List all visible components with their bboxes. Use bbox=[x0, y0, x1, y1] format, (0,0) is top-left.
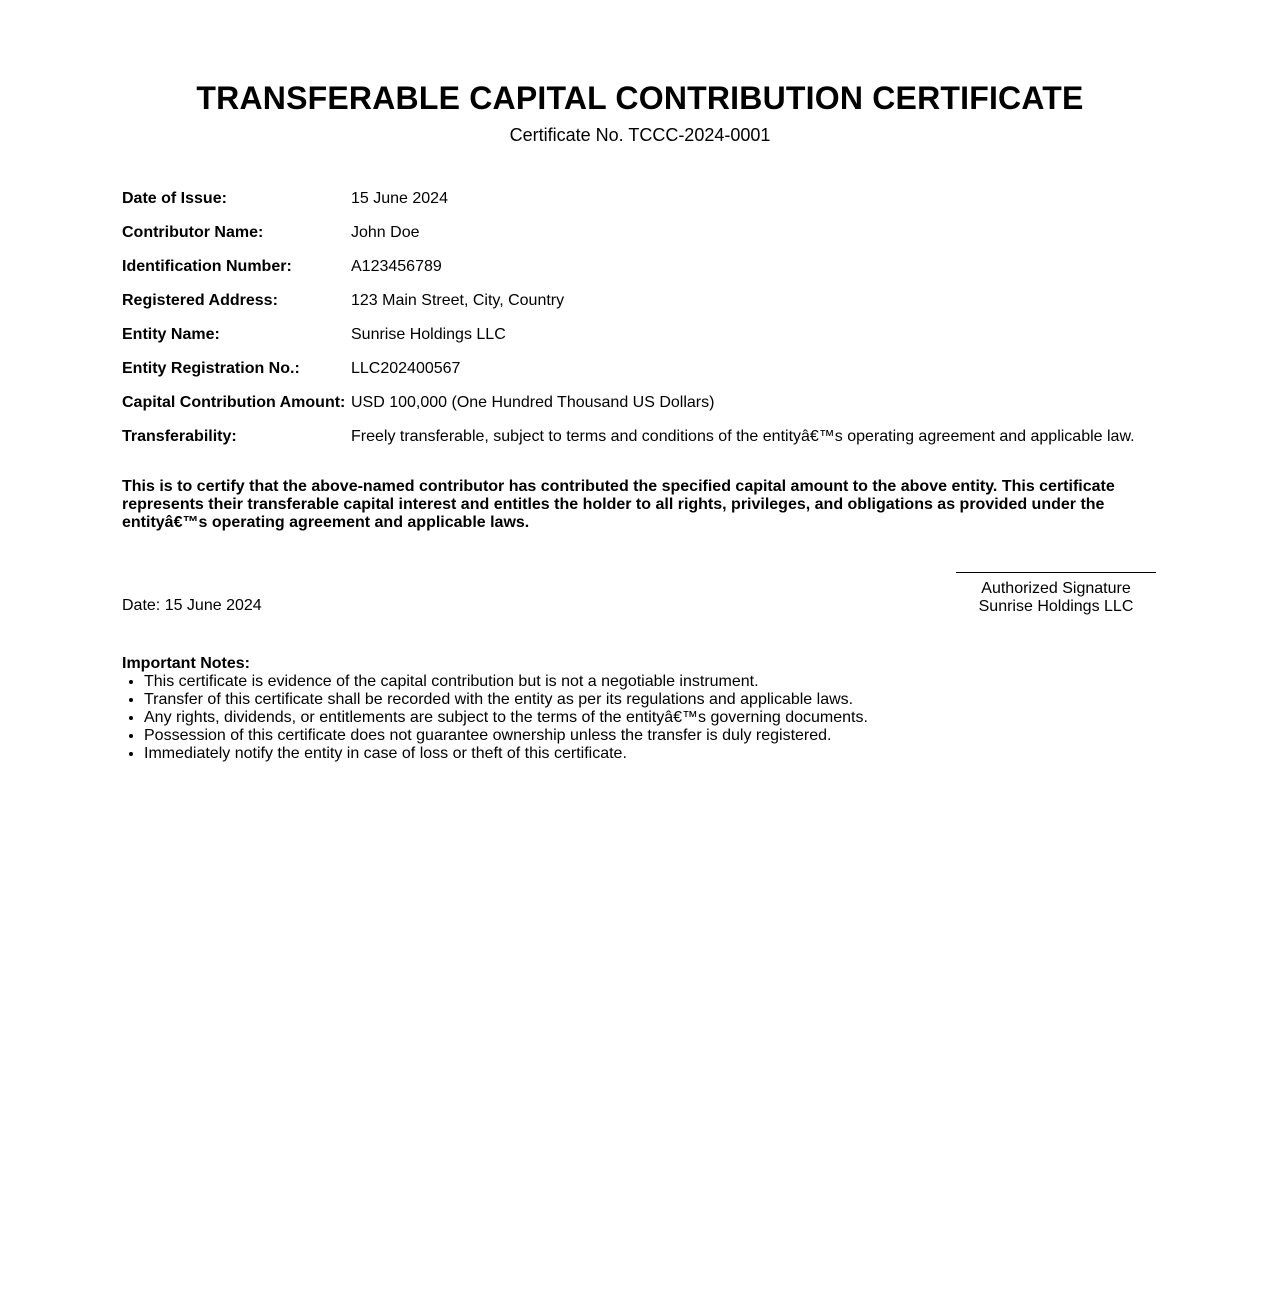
certification-statement: This is to certify that the above-named contributor has contributed the specified capital amount to the above entity. This certificate represents their transferable capital interest and entitles the holder to all rights, privileges, and obligations as provided under the entityâ€™s operating agreement and applicable laws. bbox=[122, 478, 1115, 531]
field-row-registered-address bbox=[122, 284, 1135, 318]
important-notes bbox=[122, 655, 868, 763]
field-value: USD 100,000 (One Hundred Thousand US Dollars) bbox=[351, 394, 715, 411]
field-row-entity-registration-no bbox=[122, 352, 1135, 386]
authorized-signature-block bbox=[956, 572, 1156, 616]
list-item: • Possession of this certificate does not guarantee ownership unless the transfer is duly registered. bbox=[144, 727, 868, 745]
signature-entity: Sunrise Holdings LLC bbox=[978, 598, 1134, 615]
field-label: Transferability: bbox=[122, 428, 237, 445]
field-row-date-of-issue bbox=[122, 182, 1135, 216]
list-item: • Any rights, dividends, or entitlements are subject to the terms of the entityâ€™s governing documents. bbox=[144, 709, 868, 727]
field-value: A123456789 bbox=[351, 258, 442, 275]
field-label: Contributor Name: bbox=[122, 224, 264, 241]
field-row-entity-name bbox=[122, 318, 1135, 352]
field-label: Date of Issue: bbox=[122, 190, 227, 207]
field-row-transferability bbox=[122, 420, 1135, 454]
field-row-contributor-name bbox=[122, 216, 1135, 250]
notes-heading: Important Notes: bbox=[122, 655, 250, 672]
signature-date: Date: 15 June 2024 bbox=[122, 597, 262, 614]
field-label: Capital Contribution Amount: bbox=[122, 394, 346, 411]
field-label: Entity Registration No.: bbox=[122, 360, 300, 377]
field-label: Entity Name: bbox=[122, 326, 220, 343]
certificate-number: Certificate No. TCCC-2024-0001 bbox=[509, 125, 771, 145]
field-value: Freely transferable, subject to terms and conditions of the entityâ€™s operating agreement and applicable law. bbox=[351, 428, 1135, 445]
certificate-title: TRANSFERABLE CAPITAL CONTRIBUTION CERTIFICATE bbox=[196, 80, 1084, 116]
notes-list bbox=[122, 673, 868, 763]
field-value: 15 June 2024 bbox=[351, 190, 448, 207]
field-value: LLC202400567 bbox=[351, 360, 461, 377]
field-value: 123 Main Street, City, Country bbox=[351, 292, 565, 309]
list-item: • Immediately notify the entity in case of loss or theft of this certificate. bbox=[144, 745, 868, 763]
signature-label: Authorized Signature bbox=[981, 580, 1131, 597]
field-row-capital-contribution-amount bbox=[122, 386, 1135, 420]
field-value: John Doe bbox=[351, 224, 420, 241]
field-label: Registered Address: bbox=[122, 292, 278, 309]
field-row-identification-number bbox=[122, 250, 1135, 284]
list-item: • Transfer of this certificate shall be recorded with the entity as per its regulations and applicable laws. bbox=[144, 691, 868, 709]
list-item: • This certificate is evidence of the capital contribution but is not a negotiable instrument. bbox=[144, 673, 868, 691]
certificate-fields-table bbox=[122, 182, 1135, 454]
field-value: Sunrise Holdings LLC bbox=[351, 326, 506, 343]
field-label: Identification Number: bbox=[122, 258, 292, 275]
